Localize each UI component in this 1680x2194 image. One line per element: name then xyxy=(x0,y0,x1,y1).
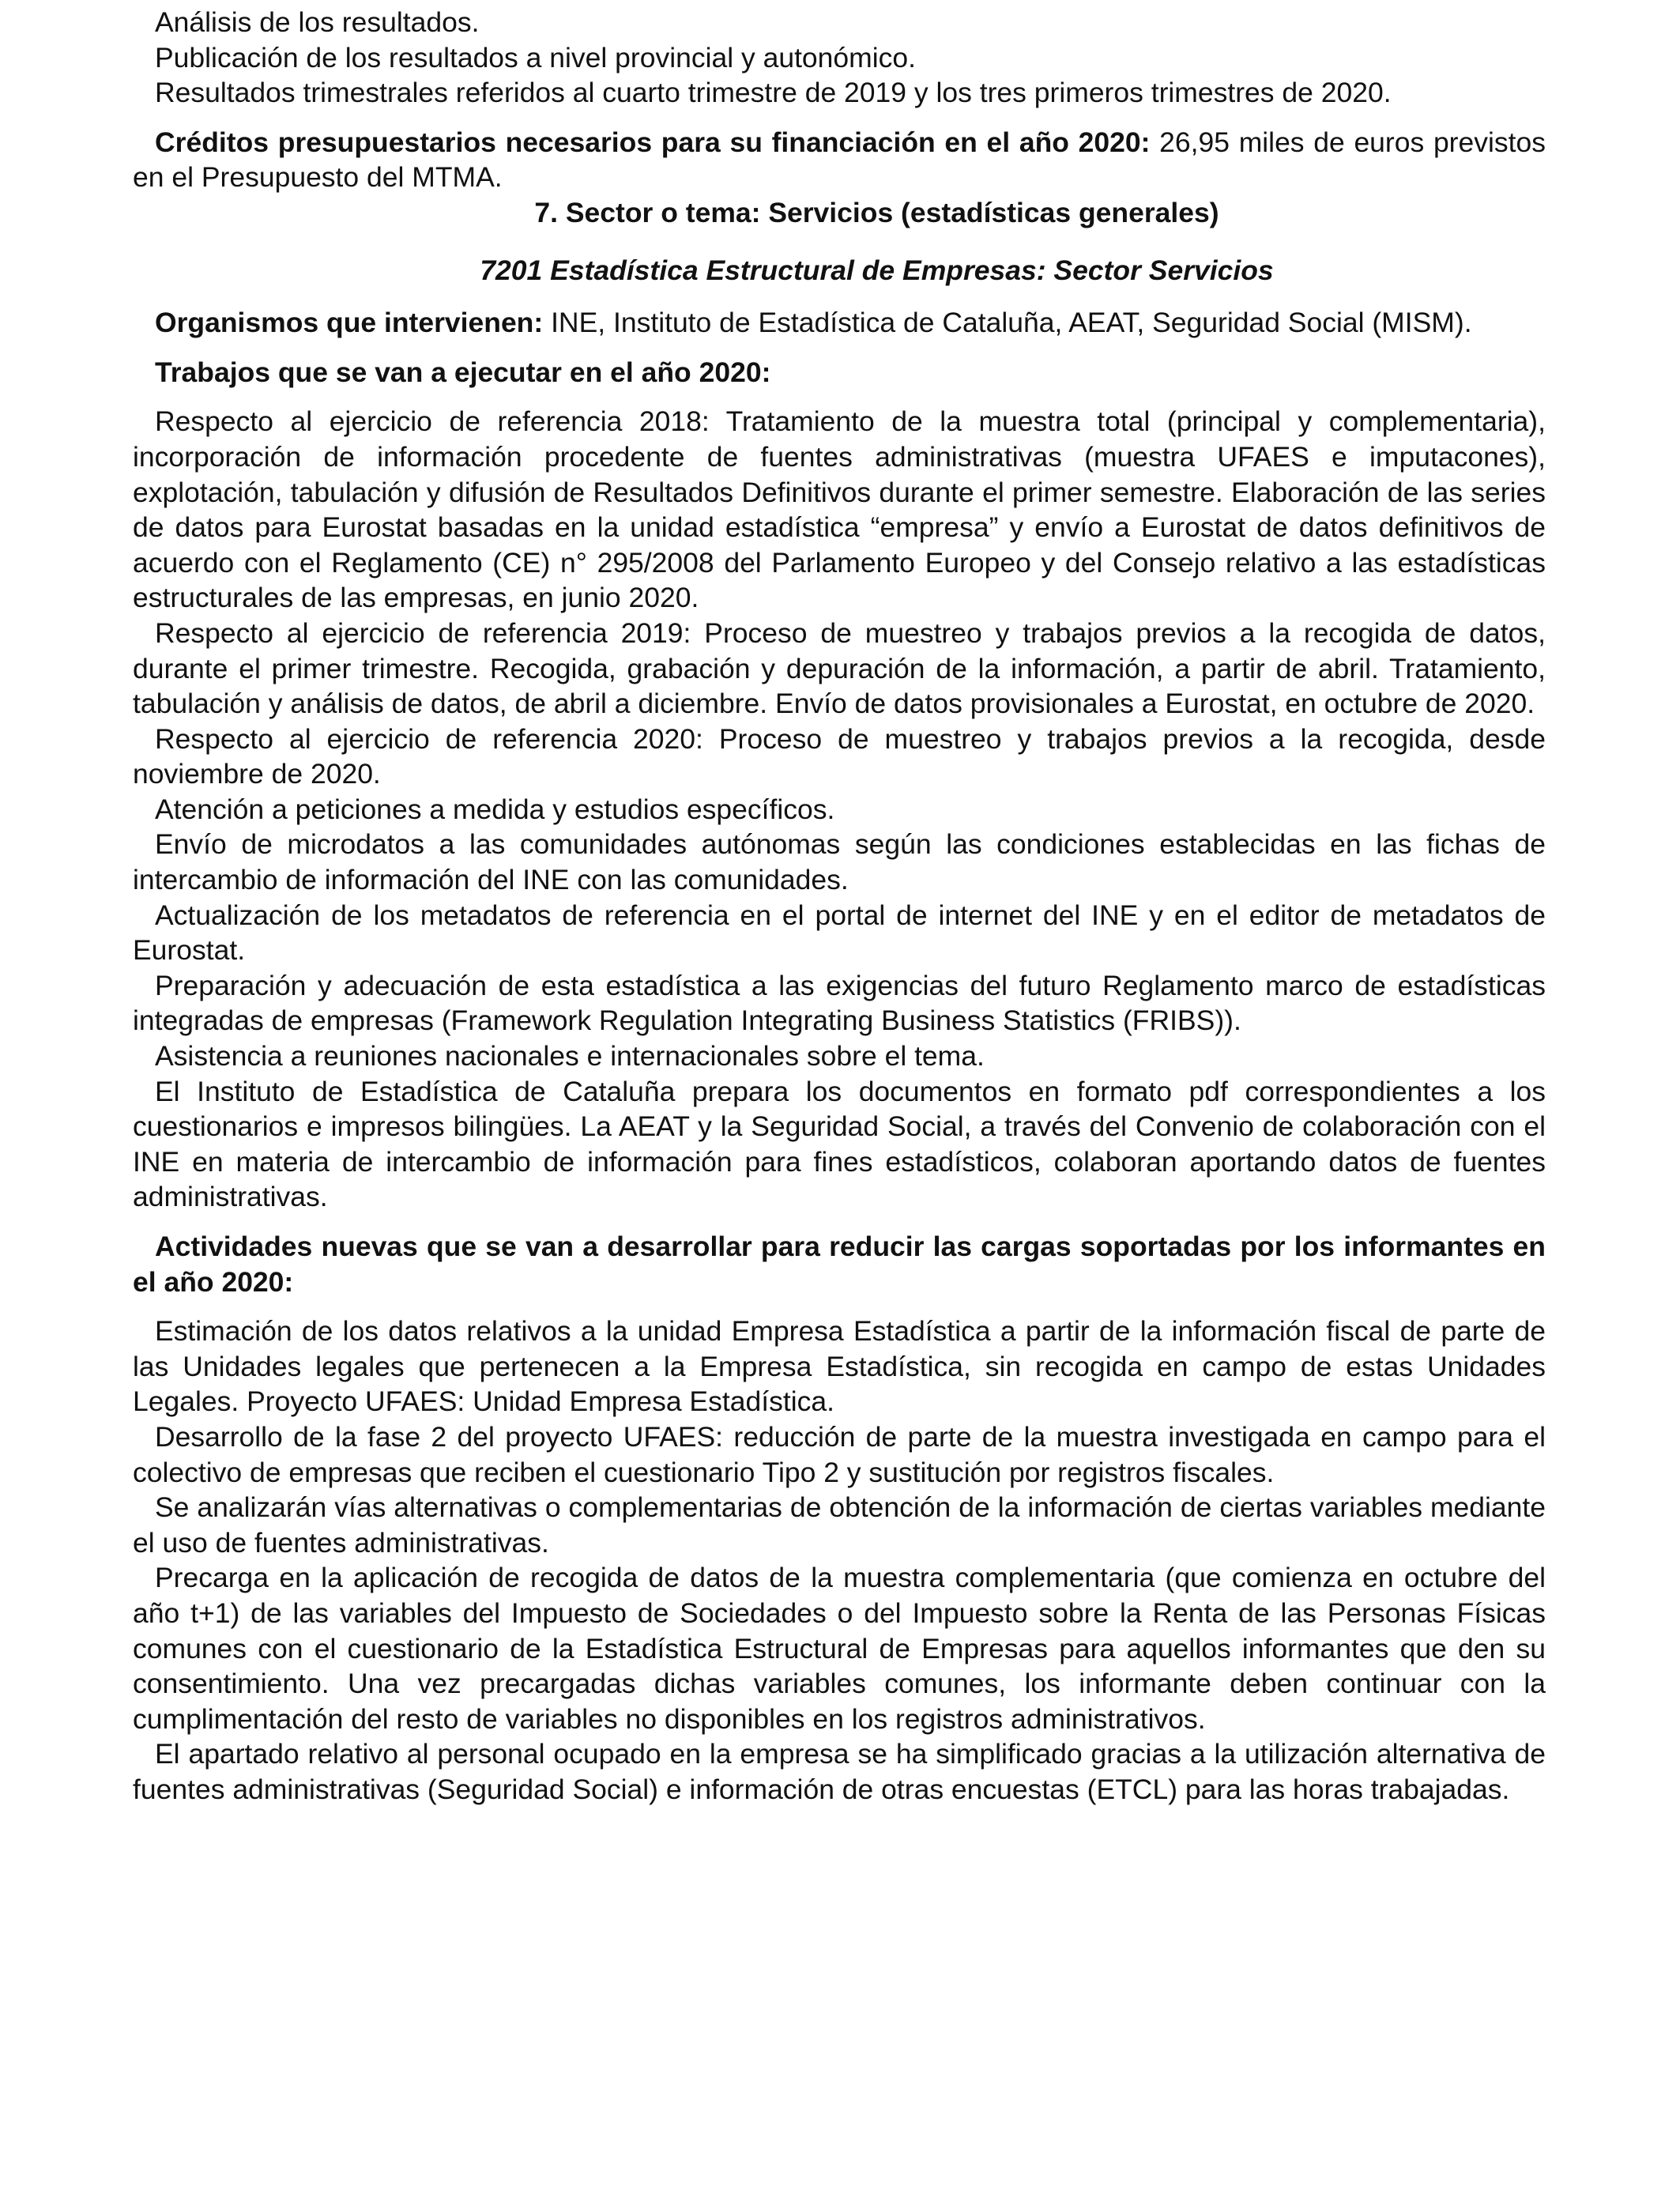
top-item: Publicación de los resultados a nivel provincial y autonómico. xyxy=(155,41,916,74)
works-item: El Instituto de Estadística de Cataluña prepara los documentos en formato pdf correspondientes a los cuestionarios e impresos bilingües. La AEAT y la Seguridad Social, a través del Convenio de colaboración con el INE en materia de intercambio de información para fines estadísticos, colaboran aportando datos de fuentes administrativas. xyxy=(133,1075,1546,1213)
works-item: Respecto al ejercicio de referencia 2019: Proceso de muestreo y trabajos previos a la recogida de datos, durante el primer trimestre. Recogida, grabación y depuración de la información, a partir de abril. Tratamiento, tabulación y análisis de datos, de abril a diciembre. Envío de datos provisionales a Eurostat, en octubre de 2020. xyxy=(133,616,1546,720)
works-item: Respecto al ejercicio de referencia 2020: Proceso de muestreo y trabajos previos a la recogida, desde noviembre de 2020. xyxy=(133,722,1546,790)
new-activities-heading xyxy=(133,1229,1546,1299)
program-title: 7201 Estadística Estructural de Empresas: Sector Servicios xyxy=(480,254,1274,286)
document-page xyxy=(133,5,1546,1808)
works-heading xyxy=(133,355,1546,390)
credits-paragraph xyxy=(133,125,1546,195)
organisms-paragraph xyxy=(133,305,1546,341)
works-item: Atención a peticiones a medida y estudios específicos. xyxy=(155,793,835,825)
works-item: Asistencia a reuniones nacionales e internacionales sobre el tema. xyxy=(155,1040,985,1072)
works-heading-text: Trabajos que se van a ejecutar en el año 2020: xyxy=(155,356,771,388)
new-item: Precarga en la aplicación de recogida de datos de la muestra complementaria (que comienza en octubre del año t+1) de las variables del Impuesto de Sociedades o del Impuesto sobre la Renta de las Personas Físicas comunes con el cuestionario de la Estadística Estructural de Empresas para aquellos informantes que den su consentimiento. Una vez precargadas dichas variables comunes, los informante deben continuar con la cumplimentación del resto de variables no disponibles en los registros administrativos. xyxy=(133,1562,1546,1735)
credits-label: Créditos presupuestarios necesarios para su financiación en el año 2020: xyxy=(155,126,1151,158)
top-item: Resultados trimestrales referidos al cuarto trimestre de 2019 y los tres primeros trimestres de 2020. xyxy=(155,77,1392,109)
section-title: 7. Sector o tema: Servicios (estadísticas generales) xyxy=(534,196,1219,228)
new-item: El apartado relativo al personal ocupado en la empresa se ha simplificado gracias a la utilización alternativa de fuentes administrativas (Seguridad Social) e información de otras encuestas (ETCL) para las horas trabajadas. xyxy=(133,1738,1546,1805)
works-item: Envío de microdatos a las comunidades autónomas según las condiciones establecidas en las fichas de intercambio de información del INE con las comunidades. xyxy=(133,828,1546,896)
new-activities-heading-text: Actividades nuevas que se van a desarrollar para reducir las cargas soportadas por los informantes en el año 2020: xyxy=(133,1231,1546,1298)
works-item: Respecto al ejercicio de referencia 2018: Tratamiento de la muestra total (principal y complementaria), incorporación de información procedente de fuentes administrativas (muestra UFAES e imputacones), explotación, tabulación y difusión de Resultados Definitivos durante el primer semestre. Elaboración de las series de datos para Eurostat basadas en la unidad estadística “empresa” y envío a Eurostat de datos definitivos de acuerdo con el Reglamento (CE) n° 295/2008 del Parlamento Europeo y del Consejo relativo a las estadísticas estructurales de las empresas, en junio 2020. xyxy=(133,405,1546,614)
organisms-label: Organismos que intervienen: xyxy=(155,307,544,339)
new-item: Se analizarán vías alternativas o complementarias de obtención de la información de ciertas variables mediante el uso de fuentes administrativas. xyxy=(133,1491,1546,1559)
works-item: Preparación y adecuación de esta estadística a las exigencias del futuro Reglamento marco de estadísticas integradas de empresas (Framework Regulation Integrating Business Statistics (FRIBS)). xyxy=(133,969,1546,1037)
organisms-text: INE, Instituto de Estadística de Cataluña, AEAT, Seguridad Social (MISM). xyxy=(543,307,1472,339)
new-item: Desarrollo de la fase 2 del proyecto UFAES: reducción de parte de la muestra investigada en campo para el colectivo de empresas que reciben el cuestionario Tipo 2 y sustitución por registros fiscales. xyxy=(133,1420,1546,1488)
top-item: Análisis de los resultados. xyxy=(155,6,480,38)
works-item: Actualización de los metadatos de referencia en el portal de internet del INE y en el editor de metadatos de Eurostat. xyxy=(133,899,1546,967)
credits-text: 26,95 miles de euros previstos en el Presupuesto del MTMA. xyxy=(133,126,1546,194)
new-item: Estimación de los datos relativos a la unidad Empresa Estadística a partir de la información fiscal de parte de las Unidades legales que pertenecen a la Empresa Estadística, sin recogida en campo de estas Unidades Legales. Proyecto UFAES: Unidad Empresa Estadística. xyxy=(133,1315,1546,1418)
